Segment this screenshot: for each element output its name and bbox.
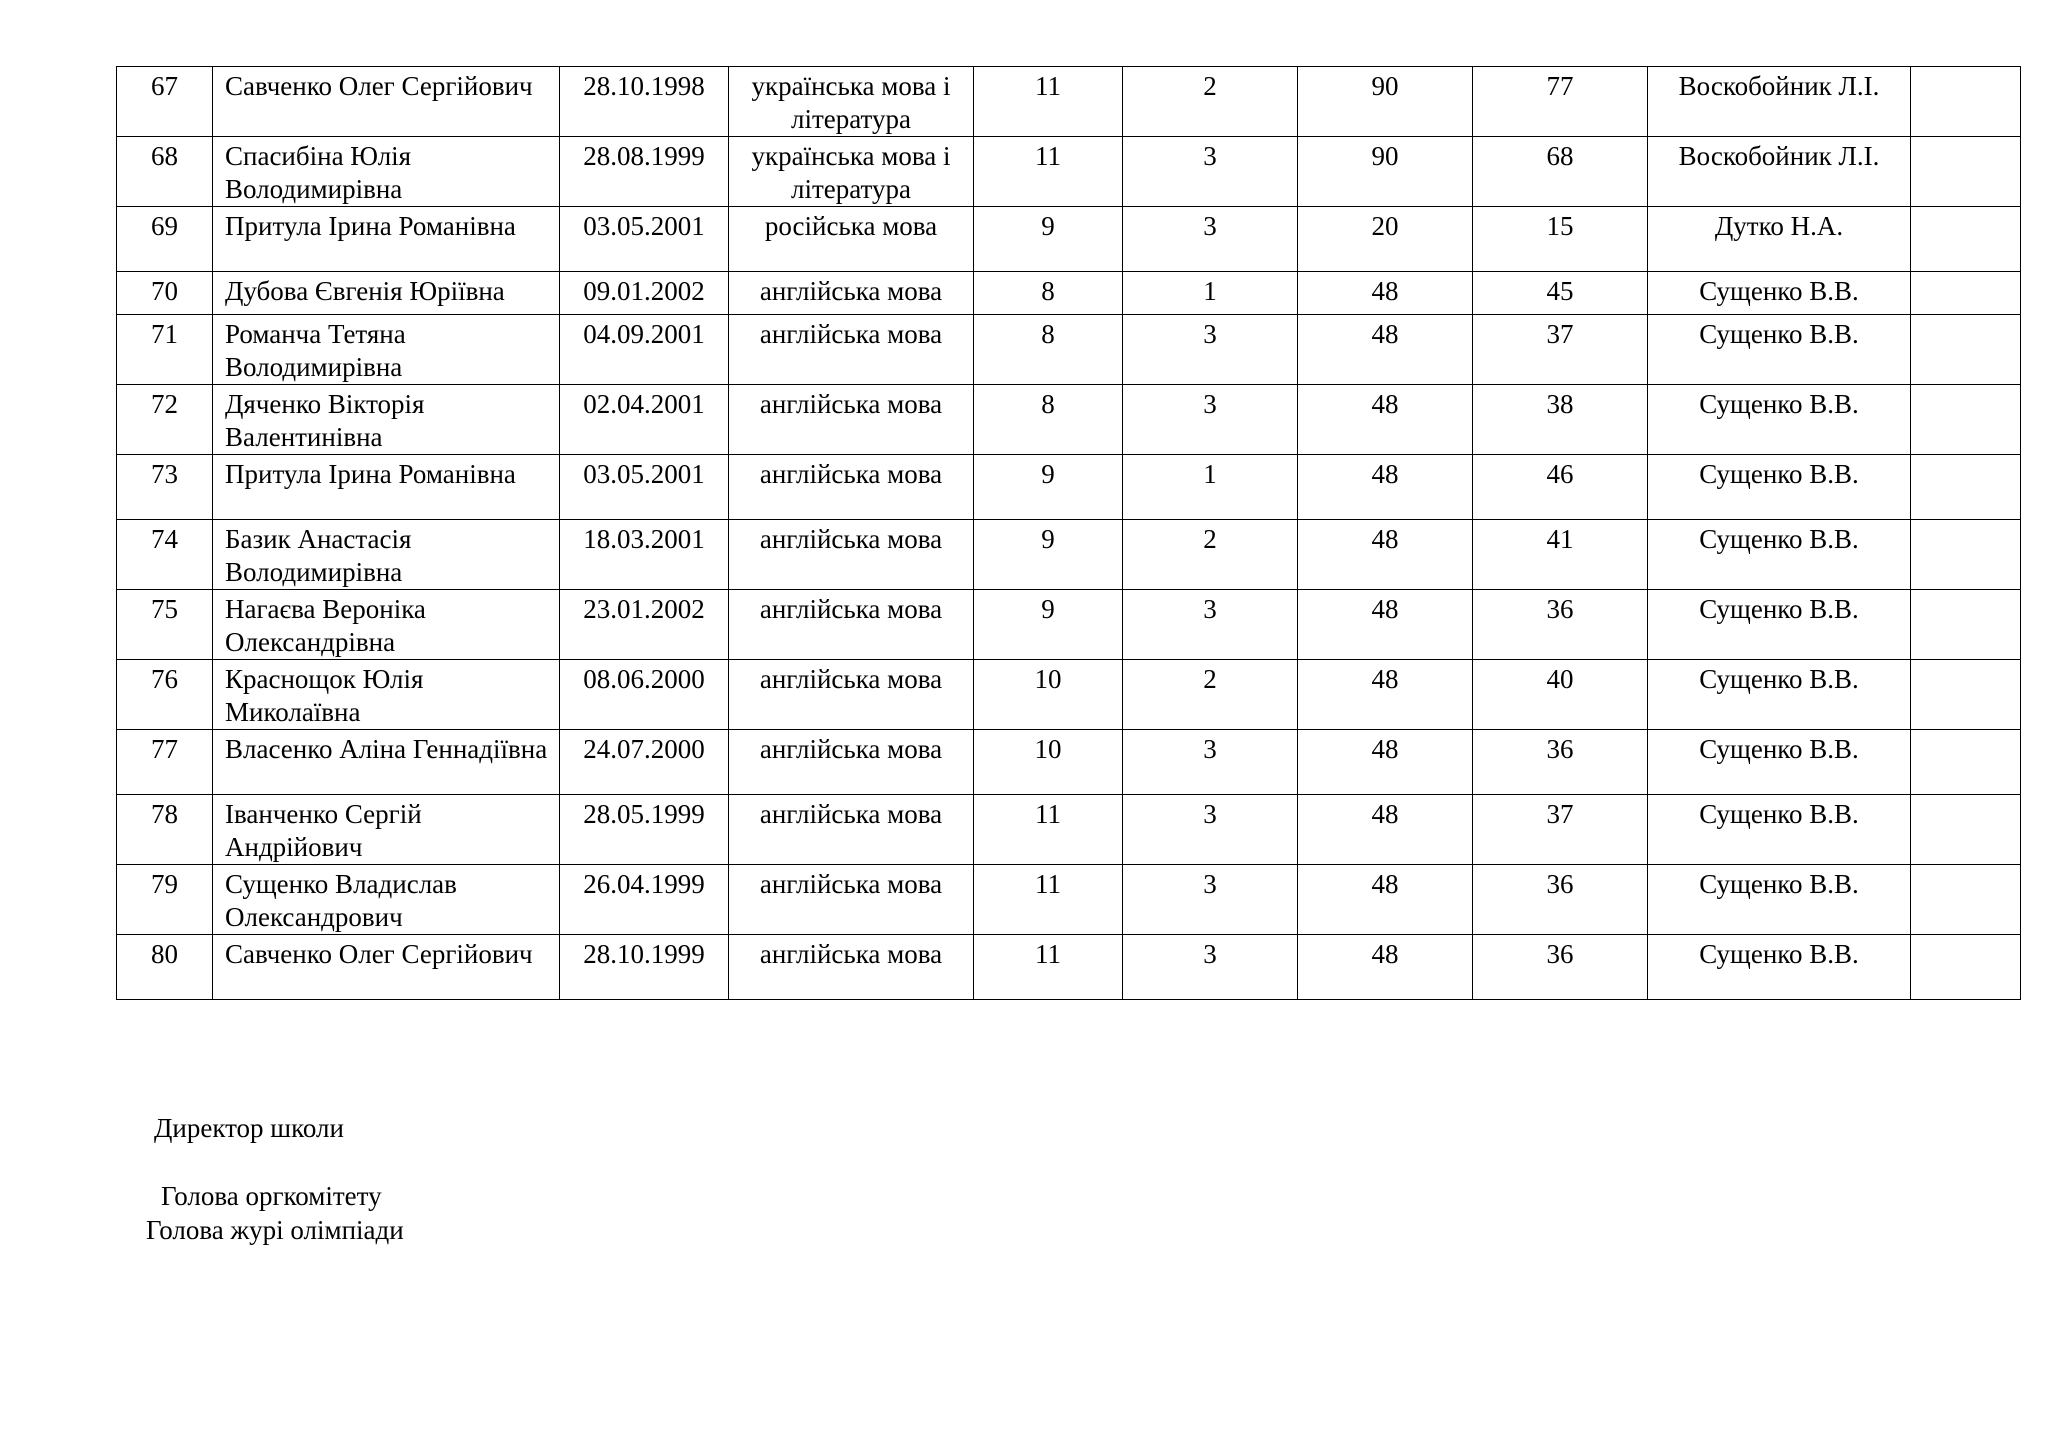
table-row xyxy=(117,67,2021,137)
score-cell: 77 xyxy=(1473,67,1648,137)
max-score-cell: 48 xyxy=(1298,315,1473,385)
max-score-cell: 90 xyxy=(1298,137,1473,207)
birth-date-cell: 28.10.1999 xyxy=(560,935,729,1000)
score-cell: 46 xyxy=(1473,455,1648,520)
student-name-cell: Дяченко Вікторія Валентинівна xyxy=(213,385,560,455)
table-row xyxy=(117,865,2021,935)
birth-date-cell: 24.07.2000 xyxy=(560,730,729,795)
row-number-cell: 77 xyxy=(117,730,213,795)
note-cell xyxy=(1911,865,2021,935)
table-row xyxy=(117,137,2021,207)
grade-cell: 11 xyxy=(974,137,1123,207)
table-row xyxy=(117,795,2021,865)
place-cell: 1 xyxy=(1123,272,1298,315)
table-row xyxy=(117,385,2021,455)
note-cell xyxy=(1911,795,2021,865)
score-cell: 68 xyxy=(1473,137,1648,207)
subject-cell: англійська мова xyxy=(729,935,974,1000)
place-cell: 3 xyxy=(1123,590,1298,660)
score-cell: 36 xyxy=(1473,590,1648,660)
table-row xyxy=(117,207,2021,272)
grade-cell: 8 xyxy=(974,272,1123,315)
row-number-cell: 74 xyxy=(117,520,213,590)
score-cell: 40 xyxy=(1473,660,1648,730)
row-number-cell: 72 xyxy=(117,385,213,455)
note-cell xyxy=(1911,730,2021,795)
student-name-cell: Базик Анастасія Володимирівна xyxy=(213,520,560,590)
max-score-cell: 48 xyxy=(1298,865,1473,935)
subject-cell: українська мова і література xyxy=(729,67,974,137)
grade-cell: 8 xyxy=(974,315,1123,385)
subject-cell: англійська мова xyxy=(729,272,974,315)
student-name-cell: Савченко Олег Сергійович xyxy=(213,935,560,1000)
max-score-cell: 48 xyxy=(1298,455,1473,520)
max-score-cell: 48 xyxy=(1298,272,1473,315)
row-number-cell: 80 xyxy=(117,935,213,1000)
note-cell xyxy=(1911,272,2021,315)
row-number-cell: 70 xyxy=(117,272,213,315)
teacher-cell: Сущенко В.В. xyxy=(1648,455,1911,520)
score-cell: 36 xyxy=(1473,730,1648,795)
student-name-cell: Дубова Євгенія Юріївна xyxy=(213,272,560,315)
grade-cell: 11 xyxy=(974,865,1123,935)
note-cell xyxy=(1911,455,2021,520)
place-cell: 1 xyxy=(1123,455,1298,520)
table-row xyxy=(117,455,2021,520)
student-name-cell: Нагаєва Вероніка Олександрівна xyxy=(213,590,560,660)
grade-cell: 11 xyxy=(974,935,1123,1000)
subject-cell: англійська мова xyxy=(729,590,974,660)
score-cell: 36 xyxy=(1473,935,1648,1000)
place-cell: 3 xyxy=(1123,865,1298,935)
teacher-cell: Сущенко В.В. xyxy=(1648,730,1911,795)
subject-cell: англійська мова xyxy=(729,865,974,935)
grade-cell: 9 xyxy=(974,455,1123,520)
subject-cell: англійська мова xyxy=(729,385,974,455)
teacher-cell: Сущенко В.В. xyxy=(1648,520,1911,590)
subject-cell: англійська мова xyxy=(729,520,974,590)
note-cell xyxy=(1911,935,2021,1000)
table-row xyxy=(117,520,2021,590)
score-cell: 38 xyxy=(1473,385,1648,455)
place-cell: 3 xyxy=(1123,315,1298,385)
birth-date-cell: 08.06.2000 xyxy=(560,660,729,730)
row-number-cell: 67 xyxy=(117,67,213,137)
teacher-cell: Сущенко В.В. xyxy=(1648,795,1911,865)
place-cell: 3 xyxy=(1123,207,1298,272)
score-cell: 41 xyxy=(1473,520,1648,590)
student-name-cell: Сущенко Владислав Олександрович xyxy=(213,865,560,935)
teacher-cell: Воскобойник Л.І. xyxy=(1648,67,1911,137)
birth-date-cell: 28.08.1999 xyxy=(560,137,729,207)
subject-cell: англійська мова xyxy=(729,730,974,795)
birth-date-cell: 03.05.2001 xyxy=(560,455,729,520)
table-row xyxy=(117,272,2021,315)
note-cell xyxy=(1911,660,2021,730)
grade-cell: 10 xyxy=(974,660,1123,730)
birth-date-cell: 26.04.1999 xyxy=(560,865,729,935)
max-score-cell: 48 xyxy=(1298,935,1473,1000)
director-label: Директор школи xyxy=(154,1113,344,1143)
note-cell xyxy=(1911,385,2021,455)
place-cell: 3 xyxy=(1123,730,1298,795)
note-cell xyxy=(1911,590,2021,660)
row-number-cell: 68 xyxy=(117,137,213,207)
table-row xyxy=(117,315,2021,385)
place-cell: 3 xyxy=(1123,385,1298,455)
row-number-cell: 78 xyxy=(117,795,213,865)
table-row xyxy=(117,590,2021,660)
grade-cell: 11 xyxy=(974,67,1123,137)
subject-cell: англійська мова xyxy=(729,795,974,865)
org-committee-head-label: Голова оргкомітету xyxy=(161,1181,382,1211)
score-cell: 15 xyxy=(1473,207,1648,272)
student-name-cell: Спасибіна Юлія Володимирівна xyxy=(213,137,560,207)
row-number-cell: 79 xyxy=(117,865,213,935)
birth-date-cell: 03.05.2001 xyxy=(560,207,729,272)
grade-cell: 10 xyxy=(974,730,1123,795)
teacher-cell: Сущенко В.В. xyxy=(1648,272,1911,315)
max-score-cell: 90 xyxy=(1298,67,1473,137)
teacher-cell: Сущенко В.В. xyxy=(1648,660,1911,730)
note-cell xyxy=(1911,67,2021,137)
teacher-cell: Сущенко В.В. xyxy=(1648,315,1911,385)
subject-cell: російська мова xyxy=(729,207,974,272)
score-cell: 36 xyxy=(1473,865,1648,935)
max-score-cell: 48 xyxy=(1298,590,1473,660)
birth-date-cell: 09.01.2002 xyxy=(560,272,729,315)
max-score-cell: 48 xyxy=(1298,730,1473,795)
place-cell: 3 xyxy=(1123,137,1298,207)
place-cell: 2 xyxy=(1123,660,1298,730)
max-score-cell: 48 xyxy=(1298,660,1473,730)
score-cell: 45 xyxy=(1473,272,1648,315)
grade-cell: 9 xyxy=(974,590,1123,660)
row-number-cell: 75 xyxy=(117,590,213,660)
place-cell: 3 xyxy=(1123,935,1298,1000)
subject-cell: англійська мова xyxy=(729,660,974,730)
teacher-cell: Дутко Н.А. xyxy=(1648,207,1911,272)
row-number-cell: 69 xyxy=(117,207,213,272)
teacher-cell: Сущенко В.В. xyxy=(1648,385,1911,455)
table-row xyxy=(117,660,2021,730)
row-number-cell: 71 xyxy=(117,315,213,385)
student-name-cell: Краснощок Юлія Миколаївна xyxy=(213,660,560,730)
score-cell: 37 xyxy=(1473,315,1648,385)
note-cell xyxy=(1911,315,2021,385)
row-number-cell: 76 xyxy=(117,660,213,730)
teacher-cell: Сущенко В.В. xyxy=(1648,590,1911,660)
max-score-cell: 48 xyxy=(1298,385,1473,455)
subject-cell: українська мова і література xyxy=(729,137,974,207)
birth-date-cell: 28.10.1998 xyxy=(560,67,729,137)
score-cell: 37 xyxy=(1473,795,1648,865)
birth-date-cell: 04.09.2001 xyxy=(560,315,729,385)
max-score-cell: 20 xyxy=(1298,207,1473,272)
note-cell xyxy=(1911,137,2021,207)
grade-cell: 11 xyxy=(974,795,1123,865)
birth-date-cell: 23.01.2002 xyxy=(560,590,729,660)
results-table xyxy=(116,66,2021,1000)
grade-cell: 8 xyxy=(974,385,1123,455)
note-cell xyxy=(1911,520,2021,590)
student-name-cell: Власенко Аліна Геннадіївна xyxy=(213,730,560,795)
birth-date-cell: 18.03.2001 xyxy=(560,520,729,590)
grade-cell: 9 xyxy=(974,207,1123,272)
jury-head-label: Голова журі олімпіади xyxy=(146,1215,404,1245)
row-number-cell: 73 xyxy=(117,455,213,520)
student-name-cell: Іванченко Сергій Андрійович xyxy=(213,795,560,865)
place-cell: 2 xyxy=(1123,520,1298,590)
table-row xyxy=(117,935,2021,1000)
subject-cell: англійська мова xyxy=(729,315,974,385)
table-row xyxy=(117,730,2021,795)
grade-cell: 9 xyxy=(974,520,1123,590)
place-cell: 3 xyxy=(1123,795,1298,865)
teacher-cell: Сущенко В.В. xyxy=(1648,865,1911,935)
subject-cell: англійська мова xyxy=(729,455,974,520)
table-body xyxy=(117,67,2021,1000)
teacher-cell: Сущенко В.В. xyxy=(1648,935,1911,1000)
student-name-cell: Притула Ірина Романівна xyxy=(213,455,560,520)
student-name-cell: Савченко Олег Сергійович xyxy=(213,67,560,137)
birth-date-cell: 28.05.1999 xyxy=(560,795,729,865)
teacher-cell: Воскобойник Л.І. xyxy=(1648,137,1911,207)
student-name-cell: Романча Тетяна Володимирівна xyxy=(213,315,560,385)
place-cell: 2 xyxy=(1123,67,1298,137)
max-score-cell: 48 xyxy=(1298,795,1473,865)
note-cell xyxy=(1911,207,2021,272)
birth-date-cell: 02.04.2001 xyxy=(560,385,729,455)
max-score-cell: 48 xyxy=(1298,520,1473,590)
student-name-cell: Притула Ірина Романівна xyxy=(213,207,560,272)
